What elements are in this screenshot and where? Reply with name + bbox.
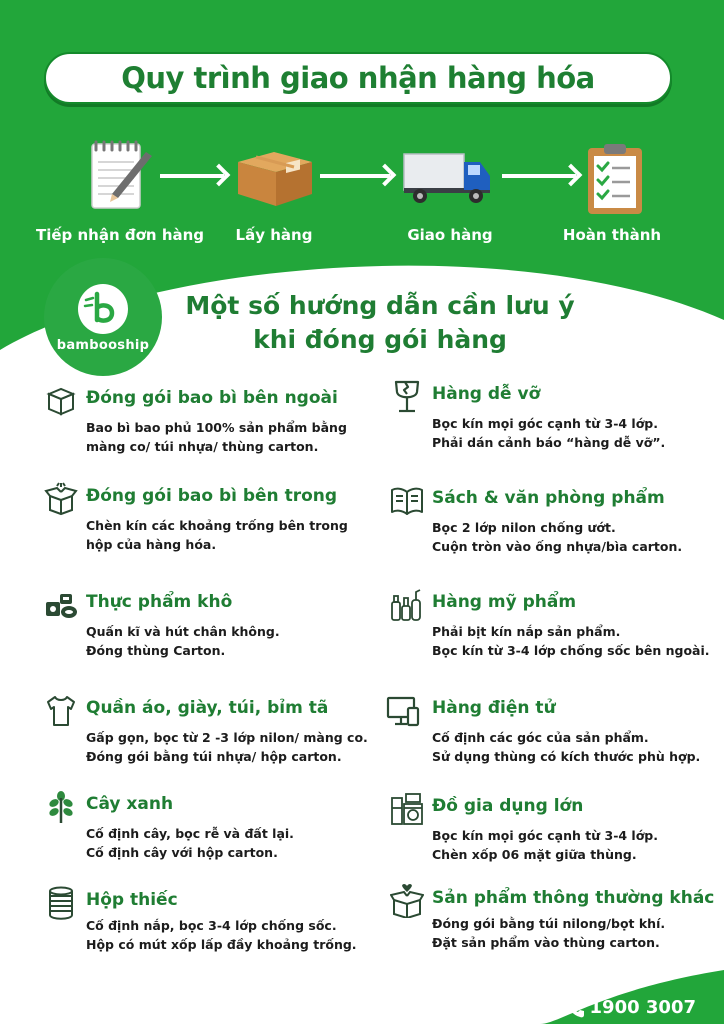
- item-description: [432, 914, 665, 952]
- open-box-icon: [44, 482, 78, 516]
- item-description: [86, 516, 348, 554]
- item-title: Sách & văn phòng phẩm: [432, 488, 665, 508]
- item-description: [86, 418, 347, 456]
- cardboard-box-icon: [234, 148, 316, 208]
- item-desc-line: Hộp có mút xốp lấp đầy khoảng trống.: [86, 937, 357, 952]
- item-desc-line: Sử dụng thùng có kích thước phù hợp.: [432, 749, 701, 764]
- item-title: Hàng mỹ phẩm: [432, 592, 577, 612]
- title-banner: [44, 52, 672, 104]
- step-label: Giao hàng: [407, 226, 493, 244]
- step-label: Lấy hàng: [235, 226, 313, 244]
- step-label: Tiếp nhận đơn hàng: [36, 226, 205, 244]
- item-desc-line: Phải bịt kín nắp sản phẩm.: [432, 624, 621, 639]
- brand-name: bambooship: [56, 337, 150, 353]
- item-description: [432, 414, 665, 452]
- item-desc-line: Gấp gọn, bọc từ 2 -3 lớp nilon/ màng co.: [86, 730, 368, 745]
- item-description: [432, 728, 700, 766]
- step-arrow: [320, 174, 390, 178]
- brand-logo: [44, 258, 162, 376]
- box-outline-icon: [44, 384, 78, 418]
- checklist-clipboard-icon: [584, 140, 646, 216]
- item-desc-line: Bọc 2 lớp nilon chống ướt.: [432, 520, 616, 535]
- item-description: [86, 622, 280, 660]
- step-label: Hoàn thành: [562, 226, 662, 244]
- heart-box-icon: [390, 884, 424, 918]
- step-arrow: [502, 174, 576, 178]
- hotline[interactable]: [566, 997, 696, 1018]
- item-description: [432, 826, 658, 864]
- cosmetics-icon: [390, 588, 424, 622]
- item-desc-line: Cố định cây, bọc rễ và đất lại.: [86, 826, 294, 841]
- phone-icon: [566, 998, 584, 1018]
- item-title: Hộp thiếc: [86, 890, 178, 910]
- item-desc-line: Cố định cây với hộp carton.: [86, 845, 278, 860]
- item-description: [86, 824, 294, 862]
- notebook-pen-icon: [86, 138, 156, 214]
- item-title: Cây xanh: [86, 794, 174, 814]
- page-title: Quy trình giao nhận hàng hóa: [121, 61, 595, 95]
- item-description: [432, 518, 682, 556]
- shirt-icon: [44, 694, 78, 728]
- dry-food-icon: [44, 588, 78, 622]
- monitor-phone-icon: [386, 694, 420, 728]
- tin-can-icon: [44, 886, 78, 920]
- item-desc-line: Đóng gói bằng túi nilong/bọt khí.: [432, 916, 666, 931]
- item-title: Đóng gói bao bì bên ngoài: [86, 388, 338, 408]
- item-title: Hàng dễ vỡ: [432, 384, 541, 404]
- item-desc-line: Đặt sản phẩm vào thùng carton.: [432, 935, 660, 950]
- item-desc-line: Bọc kín từ 3-4 lớp chống sốc bên ngoài.: [432, 643, 710, 658]
- item-desc-line: màng co/ túi nhựa/ thùng carton.: [86, 439, 319, 454]
- item-desc-line: Quấn kĩ và hút chân không.: [86, 624, 280, 639]
- item-title: Đóng gói bao bì bên trong: [86, 486, 338, 506]
- section-subtitle-line2: khi đóng gói hàng: [253, 325, 507, 354]
- delivery-truck-icon: [402, 150, 494, 206]
- item-desc-line: Đóng thùng Carton.: [86, 643, 226, 658]
- item-desc-line: Bọc kín mọi góc cạnh từ 3-4 lớp.: [432, 416, 658, 431]
- item-desc-line: Cố định nắp, bọc 3-4 lớp chống sốc.: [86, 918, 337, 933]
- bambooship-logo-icon: [76, 282, 130, 336]
- section-subtitle-line1: Một số hướng dẫn cần lưu ý: [185, 291, 575, 320]
- item-desc-line: Chèn kín các khoảng trống bên trong: [86, 518, 348, 533]
- item-desc-line: Phải dán cảnh báo “hàng dễ vỡ”.: [432, 435, 666, 450]
- hotline-number: 1900 3007: [589, 997, 696, 1018]
- item-description: [86, 916, 357, 954]
- appliances-icon: [390, 792, 424, 826]
- item-desc-line: hộp của hàng hóa.: [86, 537, 217, 552]
- item-desc-line: Bao bì bao phủ 100% sản phẩm bằng: [86, 420, 347, 435]
- fragile-glass-icon: [390, 380, 424, 414]
- item-title: Sản phẩm thông thường khác: [432, 888, 715, 908]
- item-title: Quần áo, giày, túi, bỉm tã: [86, 698, 329, 718]
- item-desc-line: Cố định các góc của sản phẩm.: [432, 730, 649, 745]
- item-title: Đồ gia dụng lớn: [432, 796, 584, 816]
- item-desc-line: Cuộn tròn vào ống nhựa/bìa carton.: [432, 539, 683, 554]
- item-title: Hàng điện tử: [432, 698, 556, 718]
- item-desc-line: Bọc kín mọi góc cạnh từ 3-4 lớp.: [432, 828, 658, 843]
- item-title: Thực phẩm khô: [86, 592, 233, 612]
- item-description: [432, 622, 710, 660]
- open-book-icon: [390, 484, 424, 518]
- step-arrow: [160, 174, 224, 178]
- item-desc-line: Chèn xốp 06 mặt giữa thùng.: [432, 847, 637, 862]
- item-desc-line: Đóng gói bằng túi nhựa/ hộp carton.: [86, 749, 342, 764]
- item-description: [86, 728, 368, 766]
- plant-icon: [44, 790, 78, 824]
